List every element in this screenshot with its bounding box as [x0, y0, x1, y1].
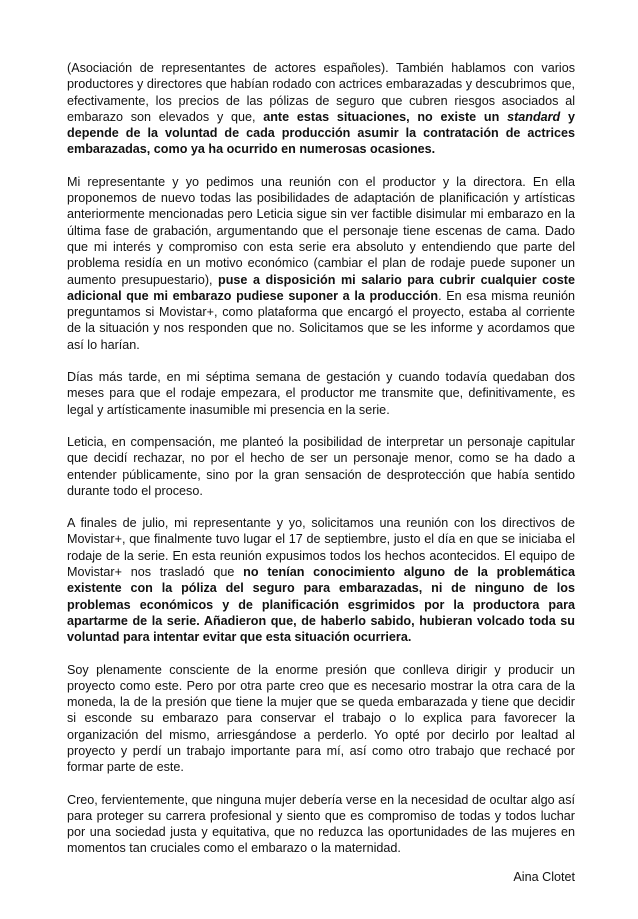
paragraph-4: [67, 434, 575, 499]
paragraph-5: [67, 515, 575, 645]
paragraph-1: [67, 60, 575, 158]
text-run: y depende de la voluntad de cada producción asumir la contratación de actrices embarazadas, como ya ha ocurrido en numerosas ocasiones.: [67, 109, 575, 157]
signature: Aina Clotet: [513, 869, 575, 884]
text-run: A finales de julio, mi representante y yo, solicitamos una reunión con los directivos de Movistar+, que finalmente tuvo lugar el 17 de septiembre, justo el día en que se iniciaba el rodaje de la serie. En esta reunión expusimos todos los hechos acontecidos. El equipo de Movistar+ nos trasladó que: [67, 516, 575, 580]
text-run: Creo, fervientemente, que ninguna mujer debería verse en la necesidad de ocultar algo así para proteger su carrera profesional y siento que es compromiso de todas y todos luchar por una sociedad justa y equitativa, que no reduzca las oportunidades de las mujeres en momentos tan cruciales como el embarazo o la maternidad.: [67, 792, 575, 856]
paragraph-2: [67, 174, 575, 353]
paragraph-6: [67, 662, 575, 776]
text-run: Soy plenamente consciente de la enorme presión que conlleva dirigir y producir un proyecto como este. Pero por otra parte creo que es necesario mostrar la otra cara de la moneda, la de la presión que tiene la mujer que se queda embarazada y tiene que decidir si esconde su embarazo para conservar el trabajo o lo explica para favorecer la organización del mismo, arriesgándose a perderlo. Yo opté por decirlo por lealtad al proyecto y perdí un trabajo importante para mí, así como otro trabajo que rechacé por formar parte de este.: [67, 662, 575, 775]
paragraph-3: [67, 369, 575, 418]
text-run: standard: [507, 109, 561, 124]
text-run: (Asociación de representantes de actores españoles). También hablamos con varios productores y directores que habían rodado con actrices embarazadas y descubrimos que, efectivamente, los precios de las pólizas de seguro que cubren riesgos asociados al embarazo son elevados y que,: [67, 61, 575, 124]
text-run: no tenían conocimiento alguno de la problemática existente con la póliza del seguro para embarazadas, ni de ninguno de los problemas económicos y de planificación esgrimidos por la productora para apartarme de la serie. Añadieron que, de haberlo sabido, hubieran volcado toda su voluntad para intentar evitar que esta situación ocurriera.: [67, 565, 575, 645]
text-run: . En esa misma reunión preguntamos si Movistar+, como plataforma que encargó el proyecto, estaba al corriente de la situación y nos responden que no. Solicitamos que se les informe y acordamos que así lo harían.: [67, 288, 575, 352]
text-run: Mi representante y yo pedimos una reunión con el productor y la directora. En ella proponemos de nuevo todas las posibilidades de adaptación de planificación y artísticas anteriormente mencionadas pero Leticia sigue sin ver factible disimular mi embarazo en la última fase de grabación, argumentando que el personaje tiene escenas de cama. Dado que mi interés y compromiso con esta serie era absoluto y entendiendo que parte del problema residía en un motivo económico (cambiar el plan de rodaje puede suponer un aumento presupuestario),: [67, 174, 575, 287]
text-run: puse a disposición mi salario para cubrir cualquier coste adicional que mi embarazo pudiese suponer a la producción: [67, 272, 576, 303]
paragraph-7: [67, 792, 575, 857]
letter-page: [67, 60, 575, 901]
text-run: Días más tarde, en mi séptima semana de gestación y cuando todavía quedaban dos meses para que el rodaje empezara, el productor me transmite que, definitivamente, es legal y artísticamente inasumible mi presencia en la serie.: [67, 370, 575, 417]
text-run: ante estas situaciones, no existe un: [263, 109, 508, 124]
text-run: Leticia, en compensación, me planteó la posibilidad de interpretar un personaje capitular que decidí rechazar, no por el hecho de ser un personaje menor, como se ha dado a entender públicamente, sino por la gran sensación de desprotección que había sentido durante todo el proceso.: [67, 434, 575, 498]
